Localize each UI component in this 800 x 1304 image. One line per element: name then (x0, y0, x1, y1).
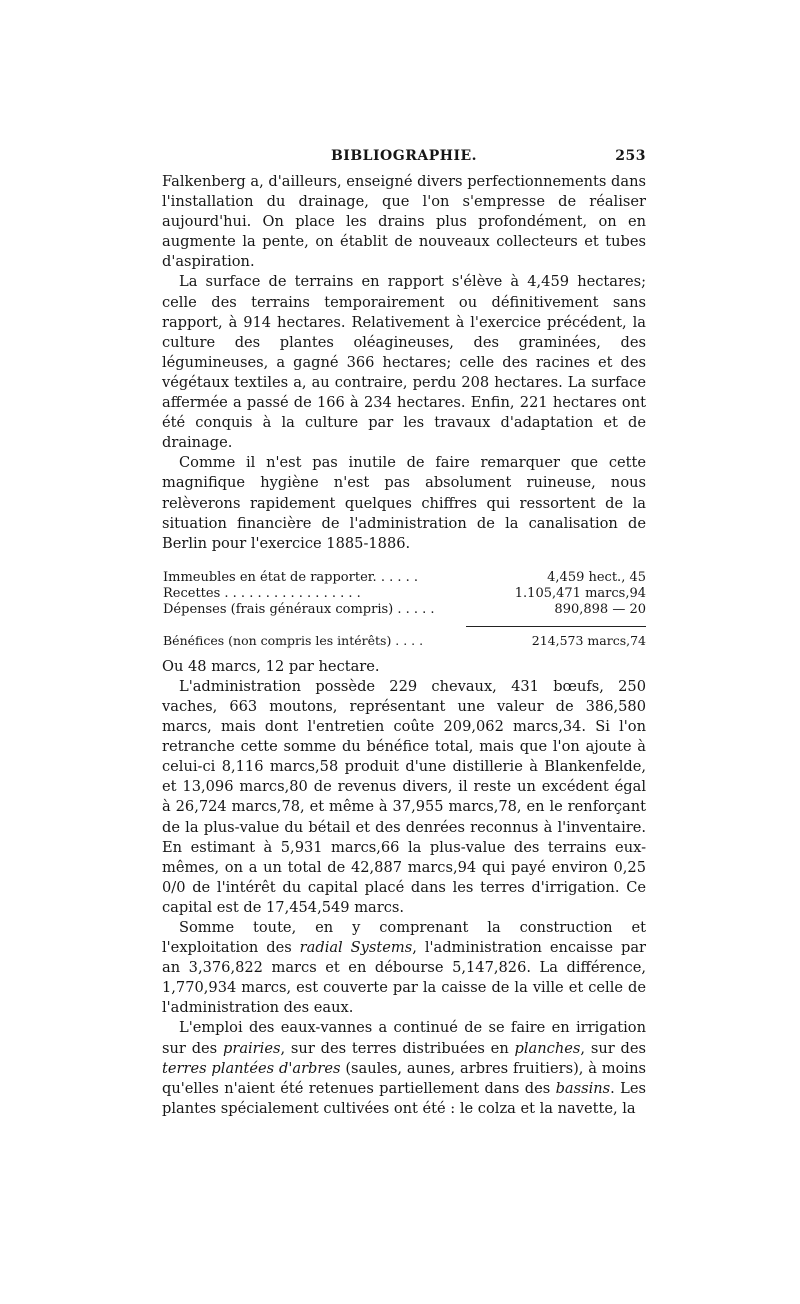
emphasis-radial-systems: radial Systems (299, 939, 413, 957)
paragraph-summary (162, 918, 646, 1018)
ledger-label: Dépenses (frais généraux compris) . . . . . (163, 601, 435, 617)
page-header (162, 148, 646, 172)
ledger-value: 890,898 — 20 (554, 601, 646, 617)
ledger-total-row (162, 633, 646, 649)
ledger-label: Recettes . . . . . . . . . . . . . . . . . (163, 585, 361, 601)
running-title: BIBLIOGRAPHIE. (330, 148, 478, 164)
ledger-label: Immeubles en état de rapporter. . . . . . (163, 569, 419, 585)
document-page (162, 148, 646, 1119)
ledger-value: 4,459 hect., 45 (547, 569, 646, 585)
ledger-row (162, 602, 646, 618)
ledger-total-value: 214,573 marcs,74 (531, 632, 646, 648)
text-run: Somme toute, en y comprenant la construction et l'exploitation des (162, 919, 646, 957)
ledger-row (162, 570, 646, 586)
paragraph-livestock: L'administration possède 229 chevaux, 431 bœufs, 250 vaches, 663 moutons, représentant une valeur de 386,580 marcs, mais dont l'entretien coûte 209,062 marcs,34. Si l'on retranche cette somme du bénéfice total, mais que l'on ajoute à celui-ci 8,116 marcs,58 produit d'une distillerie à Blankenfelde, et 13,096 marcs,80 de revenus divers, il reste un excédent égal à 26,724 marcs,78, et même à 37,955 marcs,78, en le renforçant de la plus-value du bétail et des denrées reconnus à l'inventaire. En estimant à 5,931 marcs,66 la plus-value des terrains eux-mêmes, on a un total de 42,887 marcs,94 qui payé environ 0,25 0/0 de l'intérêt du capital placé dans les terres d'irrigation. Ce capital est de 17,454,549 marcs. (162, 677, 646, 916)
text-run: , sur des (580, 1039, 646, 1057)
ledger-value: 1.105,471 marcs,94 (514, 585, 646, 601)
paragraph-per-hectare: Ou 48 marcs, 12 par hectare. (162, 657, 380, 675)
paragraph-drainage: Falkenberg a, d'ailleurs, enseigné divers perfectionnements dans l'installation du drainage, que l'on s'empresse de réaliser aujourd'hui. On place les drains plus profondément, on en augmente la pente, on établit de nouveaux collecteurs et tubes d'aspiration. (162, 173, 646, 271)
emphasis-planches: planches (514, 1039, 581, 1057)
text-run: (saules, aunes, arbres fruitiers), à moins qu'elles n'aient été retenues partiellement dans des (162, 1059, 646, 1097)
ledger-row (162, 586, 646, 602)
text-run: , l'administration encaisse par an 3,376,822 marcs et en débourse 5,147,826. La différence, 1,770,934 marcs, est couverte par la caisse de la ville et celle de l'administration des eaux. (162, 939, 646, 1017)
text-run: , sur des terres distribuées en (280, 1039, 515, 1057)
text-run: . Les plantes spécialement cultivées ont été : le colza et la navette, la (162, 1079, 646, 1117)
paragraph-irrigation (162, 1018, 646, 1118)
paragraph-finances-intro: Comme il n'est pas inutile de faire remarquer que cette magnifique hygiène n'est pas absolument ruineuse, nous relèverons rapidement quelques chiffres qui ressortent de la situation financière de l'administration de la canalisation de Berlin pour l'exercice 1885-1886. (162, 454, 646, 552)
emphasis-bassins: bassins (555, 1079, 611, 1097)
text-run: L'emploi des eaux-vannes a continué de se faire en irrigation sur des (162, 1019, 646, 1057)
paragraph-surface: La surface de terrains en rapport s'élève à 4,459 hectares; celle des terrains temporairement ou définitivement sans rapport, à 914 hectares. Relativement à l'exercice précédent, la culture des plantes oléagineuses, des graminées, des légumineuses, a gagné 366 hectares; celle des racines et des végétaux textiles a, au contraire, perdu 208 hectares. La surface affermée a passé de 166 à 234 hectares. Enfin, 221 hectares ont été conquis à la culture par les travaux d'adaptation et de drainage. (162, 273, 646, 452)
emphasis-terres-plantees: terres plantées d'arbres (162, 1059, 341, 1077)
ledger-divider (466, 626, 646, 627)
page-number: 253 (615, 148, 646, 164)
emphasis-prairies: prairies (223, 1039, 281, 1057)
financial-ledger (162, 570, 646, 649)
ledger-total-label: Bénéfices (non compris les intérêts) . . . . (163, 632, 424, 648)
